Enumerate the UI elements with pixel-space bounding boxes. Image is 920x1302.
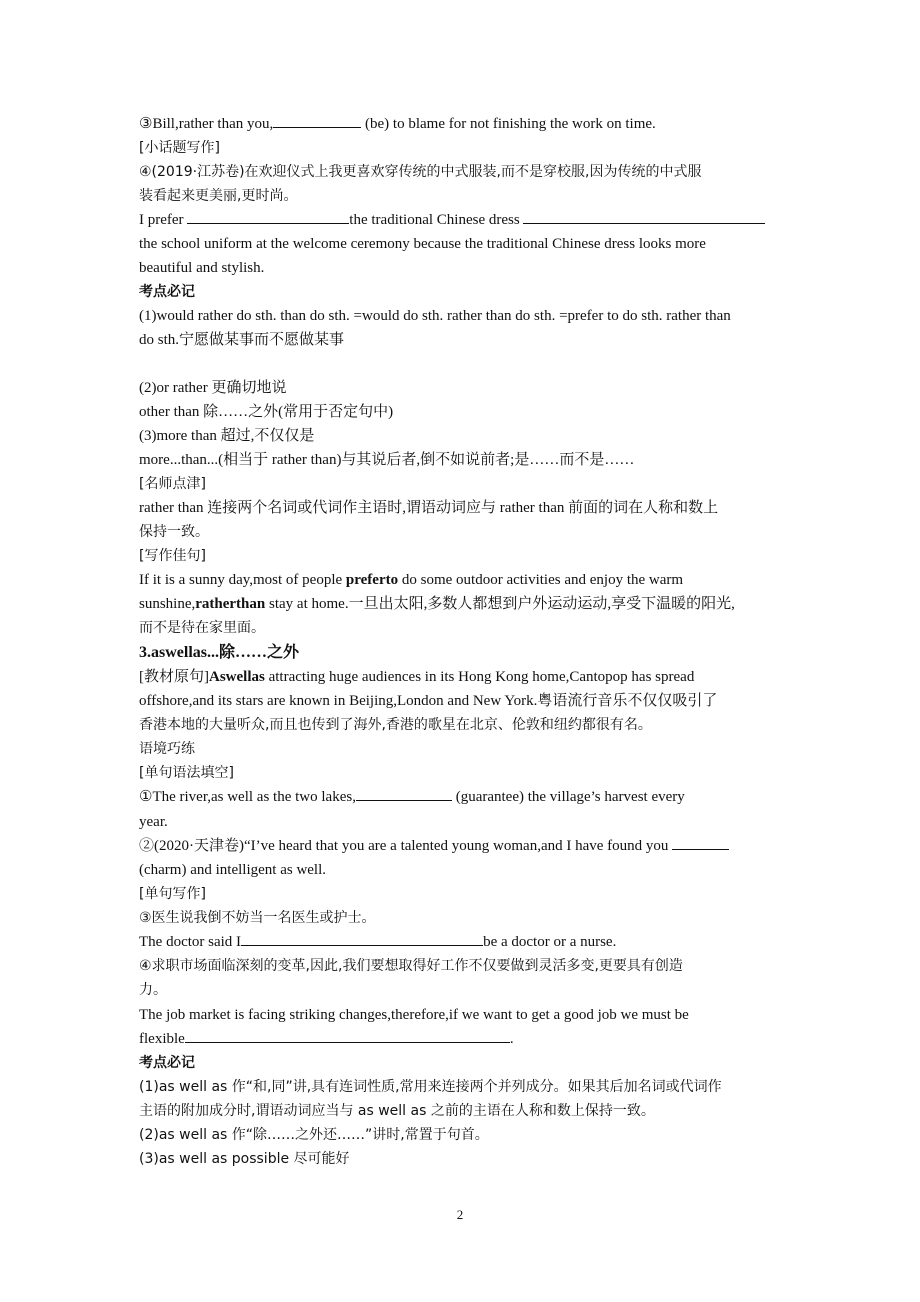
exercise-line: ①The river,as well as the two lakes, (guarantee) the village’s harvest every	[139, 786, 685, 808]
text-line: If it is a sunny day,most of people preferto do some outdoor activities and enjoy the warm	[139, 572, 684, 588]
section-heading: 考点必记	[139, 284, 195, 300]
section-label: [写作佳句]	[139, 548, 206, 564]
exercise-line: The job market is facing striking changes,therefore,if we want to get a good job we must be	[139, 1007, 689, 1023]
exercise-line: ③Bill,rather than you, (be) to blame for not finishing the work on time.	[139, 113, 656, 135]
exercise-line: I prefer the traditional Chinese dress	[139, 209, 765, 231]
section-heading: 语境巧练	[139, 741, 195, 757]
text-line: 主语的附加成分时,谓语动词应当与 as well as 之前的主语在人称和数上保持一致。	[139, 1103, 655, 1119]
section-label: [名师点津]	[139, 476, 206, 492]
exercise-line: ③医生说我倒不妨当一名医生或护士。	[139, 910, 376, 926]
exercise-line: beautiful and stylish.	[139, 260, 265, 276]
exercise-line: ④求职市场面临深刻的变革,因此,我们要想取得好工作不仅要做到灵活多变,更要具有创造	[139, 958, 683, 974]
answer-blank[interactable]	[187, 209, 349, 224]
answer-blank[interactable]	[185, 1028, 510, 1043]
text-line: sunshine,ratherthan stay at home.一旦出太阳,多数人都想到户外运动运动,享受下温暖的阳光,	[139, 596, 735, 612]
section-label: [单句写作]	[139, 886, 206, 902]
exercise-line: 力。	[139, 982, 167, 998]
text-line: rather than 连接两个名词或代词作主语时,谓语动词应与 rather than 前面的词在人称和数上	[139, 500, 719, 516]
section-label: [单句语法填空]	[139, 765, 234, 781]
text-line: 保持一致。	[139, 524, 209, 540]
text-line: (1)would rather do sth. than do sth. =would do sth. rather than do sth. =prefer to do sth. rather than	[139, 308, 731, 324]
answer-blank[interactable]	[523, 209, 765, 224]
exercise-line: ②(2020·天津卷)“I’ve heard that you are a talented young woman,and I have found you	[139, 835, 729, 857]
answer-blank[interactable]	[273, 113, 361, 128]
text-line: do sth.宁愿做某事而不愿做某事	[139, 332, 345, 348]
text-line: (2)as well as 作“除……之外还……”讲时,常置于句首。	[139, 1127, 489, 1143]
section-label: [小话题写作]	[139, 140, 220, 156]
text-line: (3)as well as possible 尽可能好	[139, 1151, 350, 1167]
exercise-line: year.	[139, 814, 168, 830]
text-line: (2)or rather 更确切地说	[139, 380, 287, 396]
section-heading: 考点必记	[139, 1055, 195, 1071]
text-line: (3)more than 超过,不仅仅是	[139, 428, 315, 444]
answer-blank[interactable]	[672, 835, 729, 850]
exercise-line: (charm) and intelligent as well.	[139, 862, 327, 878]
text-line: (1)as well as 作“和,同”讲,具有连词性质,常用来连接两个并列成分。如果其后加名词或代词作	[139, 1079, 722, 1095]
text-line: 香港本地的大量听众,而且也传到了海外,香港的歌星在北京、伦敦和纽约都很有名。	[139, 717, 652, 733]
text-line: 而不是待在家里面。	[139, 620, 265, 636]
answer-blank[interactable]	[241, 931, 483, 946]
exercise-line: flexible .	[139, 1028, 514, 1050]
exercise-line: 装看起来更美丽,更时尚。	[139, 188, 298, 204]
text-line: more...than...(相当于 rather than)与其说后者,倒不如说前者;是……而不是……	[139, 452, 635, 468]
answer-blank[interactable]	[356, 786, 452, 801]
text-line: offshore,and its stars are known in Beijing,London and New York.粤语流行音乐不仅仅吸引了	[139, 693, 718, 709]
text-line: other than 除……之外(常用于否定句中)	[139, 404, 394, 420]
exercise-line: ④(2019·江苏卷)在欢迎仪式上我更喜欢穿传统的中式服装,而不是穿校服,因为传统的中式服	[139, 164, 702, 180]
exercise-line: The doctor said I be a doctor or a nurse.	[139, 931, 616, 953]
page-number: 2	[456, 1207, 464, 1222]
exercise-line: the school uniform at the welcome ceremony because the traditional Chinese dress looks more	[139, 236, 706, 252]
section-title: 3.aswellas...除……之外	[139, 644, 300, 661]
text-line: [教材原句]Aswellas attracting huge audiences in its Hong Kong home,Cantopop has spread	[139, 669, 695, 685]
